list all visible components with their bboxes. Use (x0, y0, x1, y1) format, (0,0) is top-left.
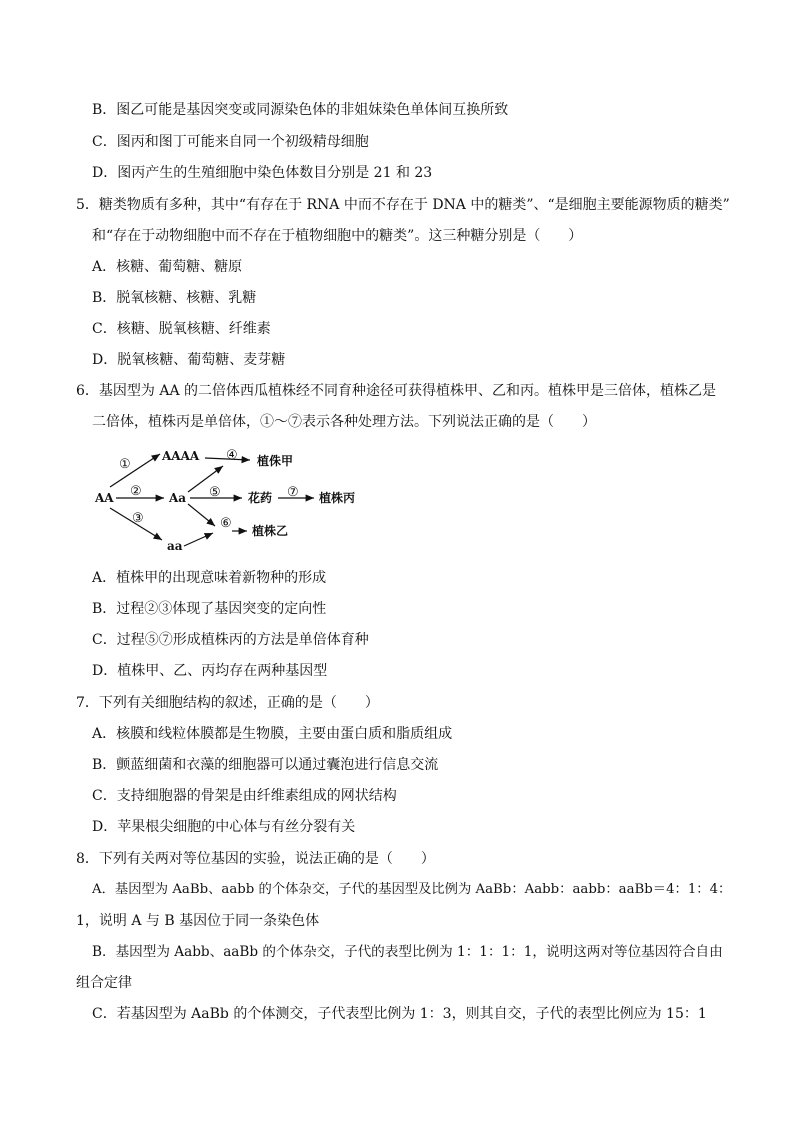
question-5-stem: 5．糖类物质有多种，其中“有存在于 RNA 中而不存在于 DNA 中的糖类”、“是细胞主要能源物质的糖类” (76, 197, 730, 213)
q7-option-d: D．苹果根尖细胞的中心体与有丝分裂有关 (92, 819, 356, 835)
q8-option-b: B．基因型为 Aabb、aaBb 的个体杂交，子代的表型比例为 1：1：1：1，说明这两对等位基因符合自由 (92, 944, 723, 960)
question-5-stem-cont: 和“存在于动物细胞中而不存在于植物细胞中的糖类”。这三种糖分别是（ ） (92, 228, 583, 244)
question-6-stem-cont: 二倍体，植株丙是单倍体，①～⑦表示各种处理方法。下列说法正确的是（ ） (92, 414, 596, 430)
q8-option-c: C．若基因型为 AaBb 的个体测交，子代表型比例为 1：3，则其自交，子代的表型比例应为 15：1 (92, 1006, 707, 1022)
step-6: ⑥ (220, 516, 232, 531)
step-2: ② (130, 484, 142, 499)
q5-option-b: B．脱氧核糖、核糖、乳糖 (92, 290, 257, 306)
step-5: ⑤ (209, 485, 221, 500)
q7-option-a: A．核膜和线粒体膜都是生物膜，主要由蛋白质和脂质组成 (92, 726, 453, 742)
q6-option-a: A．植株甲的出现意味着新物种的形成 (92, 570, 327, 586)
q7-option-b: B．颤蓝细菌和衣藻的细胞器可以通过囊泡进行信息交流 (92, 757, 439, 773)
breeding-diagram (92, 440, 392, 555)
genotype-Aa: Aa (169, 491, 187, 505)
genotype-AAAA: AAAA (162, 449, 200, 463)
step-4: ④ (226, 448, 238, 463)
question-8-stem: 8．下列有关两对等位基因的实验，说法正确的是（ ） (76, 851, 435, 867)
label-plant-jia: 植侏甲 (257, 454, 294, 468)
q6-option-d: D．植株甲、乙、丙均存在两种基因型 (92, 663, 328, 679)
label-plant-bing: 植株丙 (319, 491, 356, 505)
label-plant-yi: 植株乙 (252, 524, 289, 538)
step-7: ⑦ (287, 485, 299, 500)
q5-option-d: D．脱氧核糖、葡萄糖、麦芽糖 (92, 352, 286, 368)
step-3: ③ (132, 511, 144, 526)
genotype-aa: aa (167, 539, 183, 553)
label-pollen: 花药 (248, 491, 273, 505)
q7-option-c: C．支持细胞器的骨架是由纤维素组成的网状结构 (92, 788, 397, 804)
q8-option-a-cont: 1，说明 A 与 B 基因位于同一条染色体 (76, 913, 320, 929)
genotype-AA: AA (95, 491, 114, 505)
q6-option-c: C．过程⑤⑦形成植株丙的方法是单倍体育种 (92, 632, 369, 648)
q8-option-a: A．基因型为 AaBb、aabb 的个体杂交，子代的基因型及比例为 AaBb：Aabb：aabb：aaBb＝4：1：4： (92, 882, 732, 897)
line-b-q4: B．图乙可能是基因突变或同源染色体的非姐妹染色单体间互换所致 (92, 102, 509, 118)
q8-option-b-cont: 组合定律 (76, 975, 132, 991)
arrow-aa-to-yi (184, 533, 213, 546)
line-c-q4: C．图丙和图丁可能来自同一个初级精母细胞 (92, 134, 369, 150)
line-d-q4: D．图丙产生的生殖细胞中染色体数目分别是 21 和 23 (92, 165, 433, 181)
q5-option-a: A．核糖、葡萄糖、糖原 (92, 259, 243, 275)
arrow-AA-to-AAAA (110, 454, 160, 487)
step-1: ① (119, 457, 131, 472)
arrow-Aa-to-yi (188, 504, 215, 526)
question-7-stem: 7．下列有关细胞结构的叙述，正确的是（ ） (76, 695, 379, 711)
q5-option-c: C．核糖、脱氧核糖、纤维素 (92, 321, 271, 337)
question-6-stem: 6．基因型为 AA 的二倍体西瓜植株经不同育种途径可获得植株甲、乙和丙。植株甲是三倍体，植株乙是 (76, 383, 717, 399)
q6-option-b: B．过程②③体现了基因突变的定向性 (92, 601, 327, 617)
